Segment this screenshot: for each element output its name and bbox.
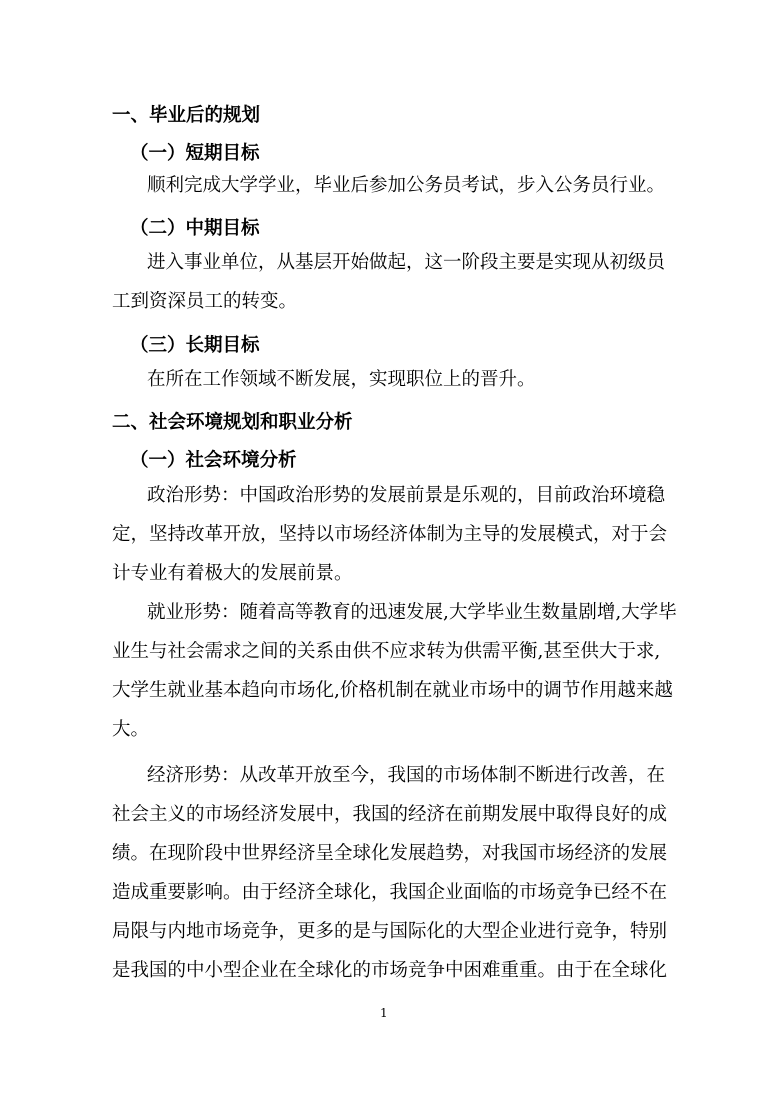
subheading-long-term: （三）长期目标 — [130, 335, 260, 356]
paragraph-line: 顺利完成大学学业，毕业后参加公务员考试，步入公务员行业。 — [147, 175, 666, 196]
paragraph-line: 进入事业单位，从基层开始做起，这一阶段主要是实现从初级员 — [147, 252, 666, 273]
subheading-mid-term: （二）中期目标 — [130, 218, 260, 239]
section-heading-1: 一、毕业后的规划 — [112, 105, 261, 126]
paragraph-line: 造成重要影响。由于经济全球化，我国企业面临的市场竞争已经不在 — [112, 882, 668, 903]
section-heading-2: 二、社会环境规划和职业分析 — [112, 412, 353, 433]
paragraph-line: 大学生就业基本趋向市场化,价格机制在就业市场中的调节作用越来越 — [112, 680, 673, 701]
paragraph-line: 工到资深员工的转变。 — [112, 291, 298, 312]
subheading-social-environment: （一）社会环境分析 — [130, 450, 297, 471]
paragraph-line: 政治形势：中国政治形势的发展前景是乐观的，目前政治环境稳 — [147, 485, 666, 506]
page-number: 1 — [380, 1006, 388, 1020]
subheading-short-term: （一）短期目标 — [130, 143, 260, 164]
paragraph-line: 经济形势：从改革开放至今，我国的市场体制不断进行改善，在 — [147, 765, 666, 786]
paragraph-line: 局限与内地市场竞争，更多的是与国际化的大型企业进行竞争，特别 — [112, 921, 668, 942]
paragraph-line: 绩。在现阶段中世界经济呈全球化发展趋势，对我国市场经济的发展 — [112, 843, 668, 864]
paragraph-line: 业生与社会需求之间的关系由供不应求转为供需平衡,甚至供大于求, — [112, 641, 661, 662]
paragraph-line: 定，坚持改革开放，坚持以市场经济体制为主导的发展模式，对于会 — [112, 524, 668, 545]
paragraph-line: 计专业有着极大的发展前景。 — [112, 563, 353, 584]
paragraph-line: 就业形势：随着高等教育的迅速发展,大学毕业生数量剧增,大学毕 — [147, 602, 677, 623]
paragraph-line: 是我国的中小型企业在全球化的市场竞争中困难重重。由于在全球化 — [112, 960, 668, 981]
paragraph-line: 在所在工作领域不断发展，实现职位上的晋升。 — [147, 369, 536, 390]
paragraph-line: 大。 — [112, 719, 150, 740]
paragraph-line: 社会主义的市场经济发展中，我国的经济在前期发展中取得良好的成 — [112, 804, 668, 825]
